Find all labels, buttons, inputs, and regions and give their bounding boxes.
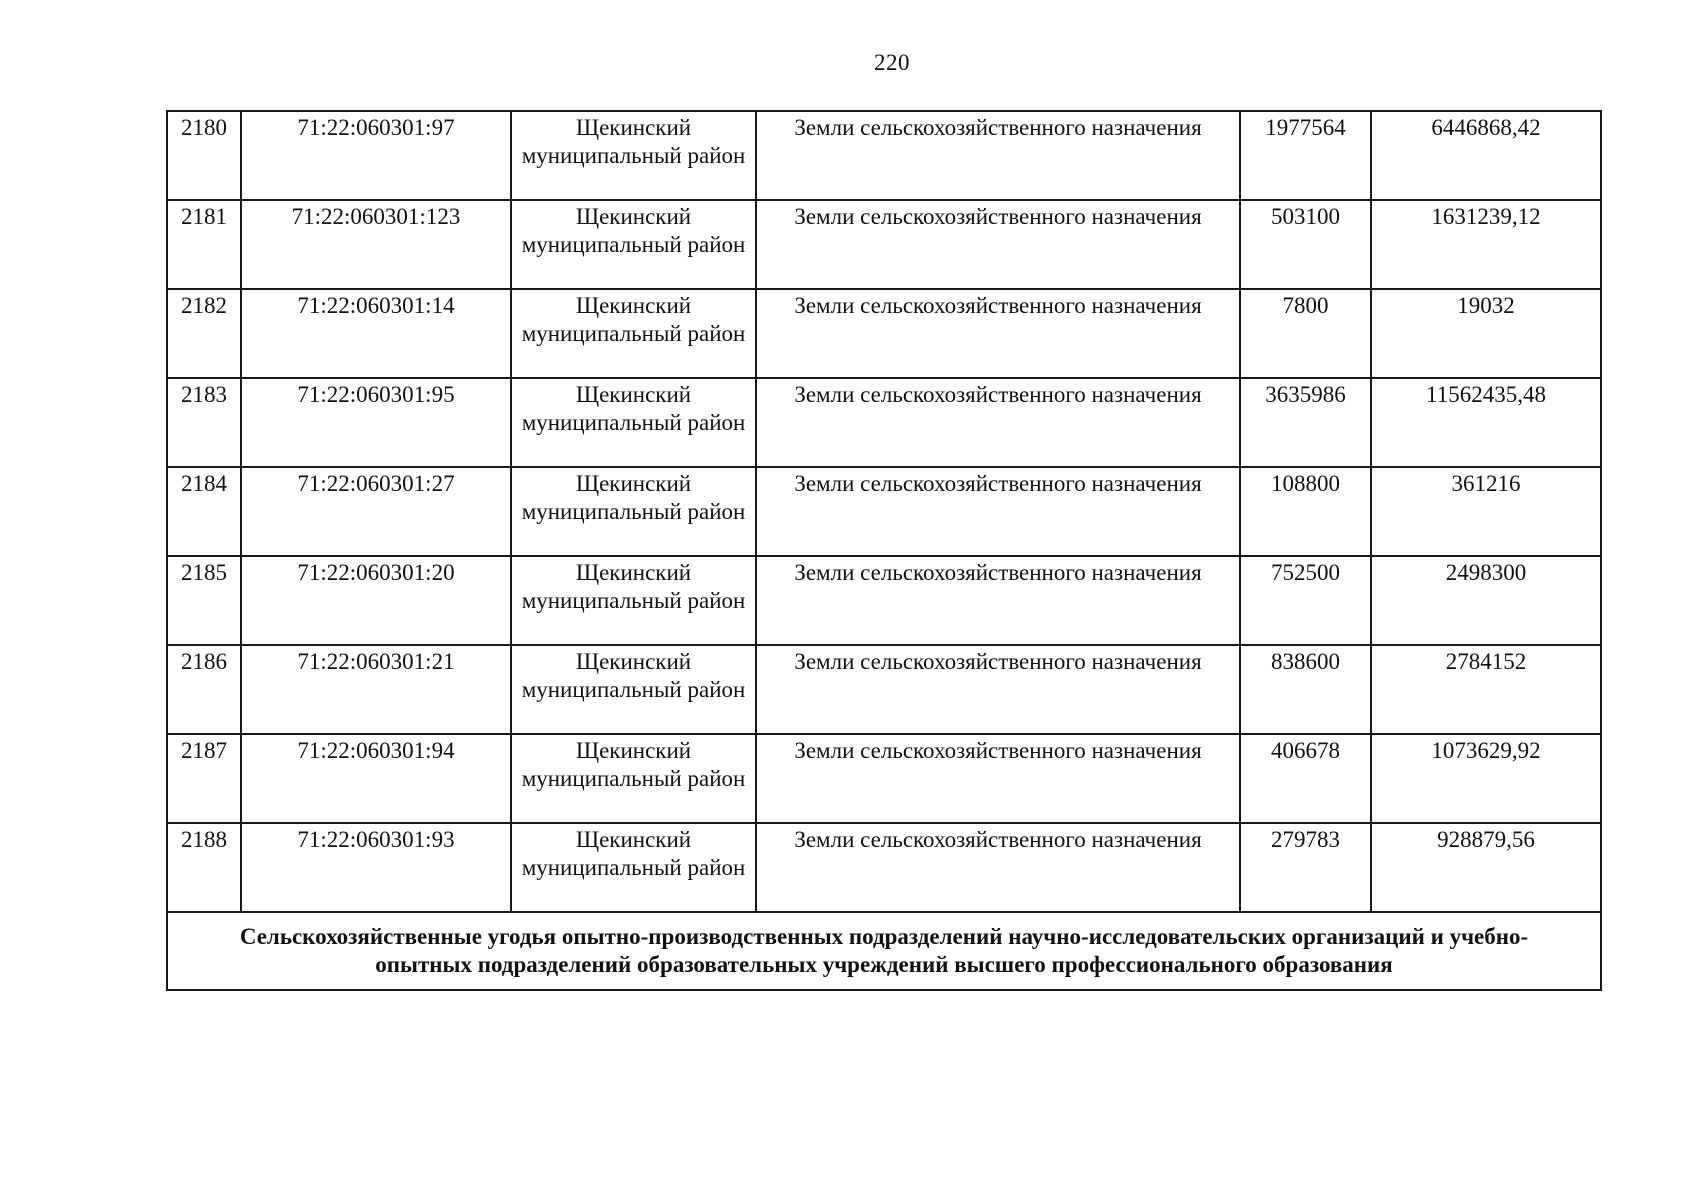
land-category-cell: Земли сельскохозяйственного назначения xyxy=(756,645,1240,734)
row-number-cell: 2188 xyxy=(167,823,241,912)
area-cell: 3635986 xyxy=(1240,378,1371,467)
row-number-cell: 2184 xyxy=(167,467,241,556)
row-number-cell: 2183 xyxy=(167,378,241,467)
cadastral-number-cell: 71:22:060301:97 xyxy=(241,111,511,200)
land-category-cell: Земли сельскохозяйственного назначения xyxy=(756,823,1240,912)
cadastral-value-cell: 6446868,42 xyxy=(1371,111,1601,200)
cadastral-number-cell: 71:22:060301:20 xyxy=(241,556,511,645)
land-category-cell: Земли сельскохозяйственного назначения xyxy=(756,378,1240,467)
row-number-cell: 2185 xyxy=(167,556,241,645)
area-cell: 752500 xyxy=(1240,556,1371,645)
land-registry-table xyxy=(166,110,1602,991)
section-heading: Сельскохозяйственные угодья опытно-производственных подразделений научно-исследовательских организаций и учебно-опытных подразделений образовательных учреждений высшего профессионального образования xyxy=(167,912,1601,990)
district-cell: Щекинский муниципальный район xyxy=(511,111,756,200)
cadastral-number-cell: 71:22:060301:95 xyxy=(241,378,511,467)
table-row xyxy=(167,734,1601,823)
row-number-cell: 2186 xyxy=(167,645,241,734)
district-cell: Щекинский муниципальный район xyxy=(511,645,756,734)
cadastral-value-cell: 361216 xyxy=(1371,467,1601,556)
page-number: 220 xyxy=(874,50,910,75)
district-cell: Щекинский муниципальный район xyxy=(511,823,756,912)
table-row xyxy=(167,378,1601,467)
area-cell: 7800 xyxy=(1240,289,1371,378)
land-category-cell: Земли сельскохозяйственного назначения xyxy=(756,289,1240,378)
cadastral-value-cell: 11562435,48 xyxy=(1371,378,1601,467)
table-row xyxy=(167,111,1601,200)
district-cell: Щекинский муниципальный район xyxy=(511,200,756,289)
district-cell: Щекинский муниципальный район xyxy=(511,556,756,645)
cadastral-value-cell: 2784152 xyxy=(1371,645,1601,734)
district-cell: Щекинский муниципальный район xyxy=(511,378,756,467)
cadastral-value-cell: 19032 xyxy=(1371,289,1601,378)
land-category-cell: Земли сельскохозяйственного назначения xyxy=(756,200,1240,289)
area-cell: 838600 xyxy=(1240,645,1371,734)
row-number-cell: 2182 xyxy=(167,289,241,378)
area-cell: 279783 xyxy=(1240,823,1371,912)
land-category-cell: Земли сельскохозяйственного назначения xyxy=(756,556,1240,645)
table-row xyxy=(167,289,1601,378)
cadastral-value-cell: 928879,56 xyxy=(1371,823,1601,912)
table-row xyxy=(167,200,1601,289)
cadastral-number-cell: 71:22:060301:93 xyxy=(241,823,511,912)
cadastral-number-cell: 71:22:060301:14 xyxy=(241,289,511,378)
district-cell: Щекинский муниципальный район xyxy=(511,734,756,823)
cadastral-value-cell: 1073629,92 xyxy=(1371,734,1601,823)
area-cell: 406678 xyxy=(1240,734,1371,823)
area-cell: 503100 xyxy=(1240,200,1371,289)
area-cell: 1977564 xyxy=(1240,111,1371,200)
district-cell: Щекинский муниципальный район xyxy=(511,467,756,556)
cadastral-number-cell: 71:22:060301:21 xyxy=(241,645,511,734)
land-category-cell: Земли сельскохозяйственного назначения xyxy=(756,467,1240,556)
table-row xyxy=(167,645,1601,734)
row-number-cell: 2181 xyxy=(167,200,241,289)
table-body xyxy=(167,111,1601,990)
cadastral-number-cell: 71:22:060301:94 xyxy=(241,734,511,823)
table-row xyxy=(167,556,1601,645)
row-number-cell: 2180 xyxy=(167,111,241,200)
cadastral-number-cell: 71:22:060301:123 xyxy=(241,200,511,289)
table-row xyxy=(167,467,1601,556)
section-heading-row xyxy=(167,912,1601,990)
cadastral-number-cell: 71:22:060301:27 xyxy=(241,467,511,556)
land-category-cell: Земли сельскохозяйственного назначения xyxy=(756,111,1240,200)
cadastral-value-cell: 2498300 xyxy=(1371,556,1601,645)
area-cell: 108800 xyxy=(1240,467,1371,556)
cadastral-value-cell: 1631239,12 xyxy=(1371,200,1601,289)
land-category-cell: Земли сельскохозяйственного назначения xyxy=(756,734,1240,823)
district-cell: Щекинский муниципальный район xyxy=(511,289,756,378)
row-number-cell: 2187 xyxy=(167,734,241,823)
table-row xyxy=(167,823,1601,912)
